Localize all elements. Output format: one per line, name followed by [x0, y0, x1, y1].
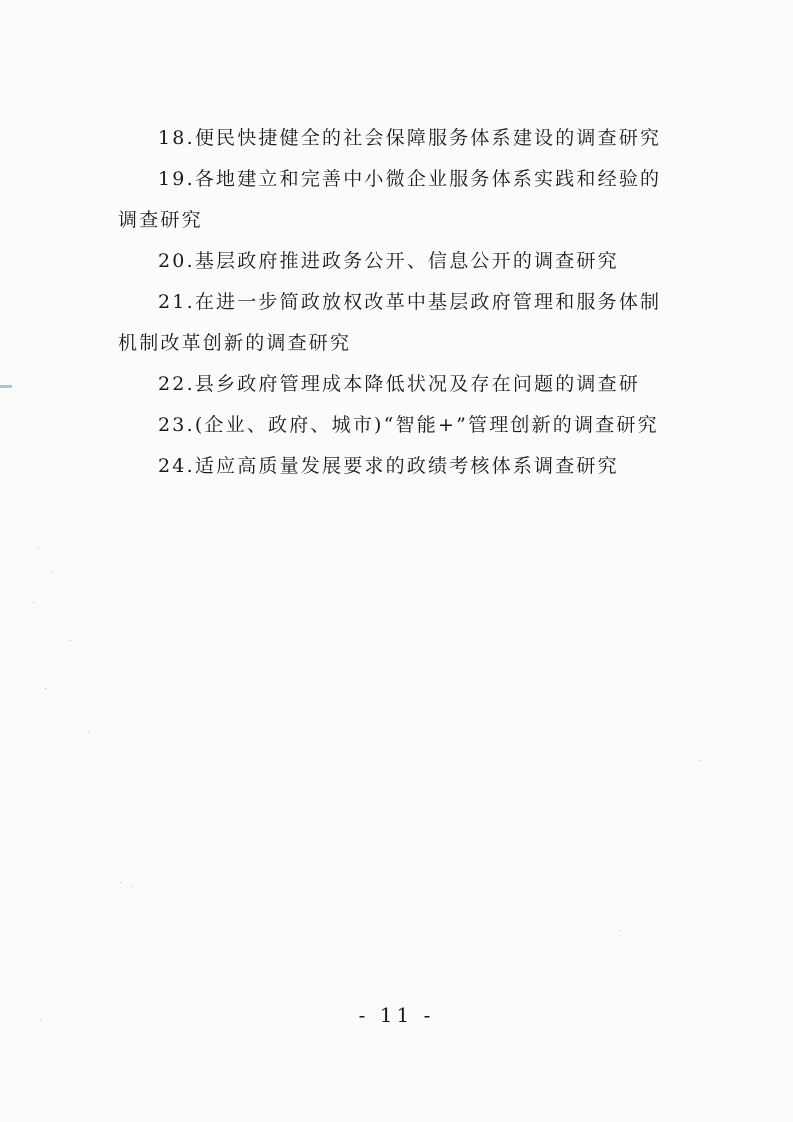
scan-speck — [40, 1020, 41, 1021]
page-number: - 11 - — [358, 1003, 435, 1027]
item-list — [118, 118, 678, 487]
scan-speck — [131, 886, 132, 887]
scan-speck — [38, 548, 39, 549]
scan-speck — [70, 640, 71, 641]
list-item: 18.便民快捷健全的社会保障服务体系建设的调查研究 — [158, 127, 662, 149]
list-item: 24.适应高质量发展要求的政绩考核体系调查研究 — [158, 455, 619, 477]
scan-speck — [33, 602, 34, 603]
list-item: 19.各地建立和完善中小微企业服务体系实践和经验的调查研究 — [118, 168, 662, 231]
scan-speck — [88, 732, 89, 733]
scan-speck — [52, 572, 53, 573]
scan-speck — [700, 760, 701, 761]
list-item: 21.在进一步简政放权改革中基层政府管理和服务体制机制改革创新的调查研究 — [118, 291, 662, 354]
scan-speck — [45, 688, 46, 689]
scan-speck — [120, 882, 121, 883]
scan-edge-mark — [0, 385, 12, 388]
list-item: 22.县乡政府管理成本降低状况及存在问题的调查研 — [158, 373, 641, 395]
list-item: 20.基层政府推进政务公开、信息公开的调查研究 — [158, 250, 619, 272]
scan-speck — [620, 930, 621, 931]
list-item: 23.(企业、政府、城市)“智能+”管理创新的调查研究 — [158, 414, 659, 436]
